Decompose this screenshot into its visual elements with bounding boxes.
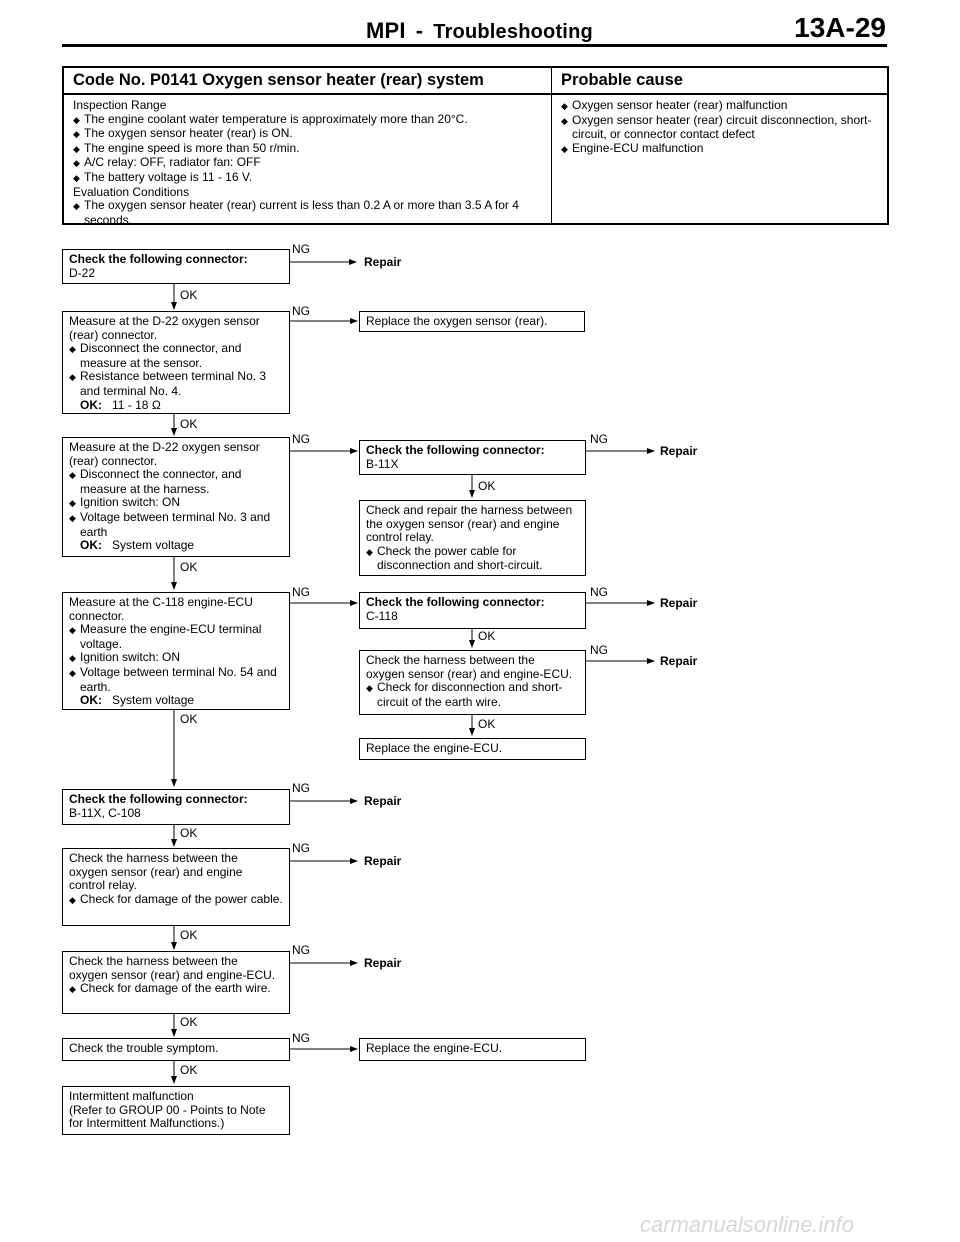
step-text: B-11X, C-108: [69, 805, 141, 820]
step-line: (rear) connector.: [69, 453, 158, 468]
inspection-item: ◆ The engine speed is more than 50 r/min.: [73, 142, 542, 157]
step-title: Check the following connector:: [69, 252, 248, 266]
step-title: Check the following connector:: [366, 595, 545, 609]
evaluation-item: ◆ The oxygen sensor heater (rear) current is less than 0.2 A or more than 3.5 A for 4 seconds.: [73, 199, 542, 227]
ok-criterion-label: OK:: [80, 538, 102, 553]
step-bullet: ◆ Check the power cable for disconnection and short-circuit.: [366, 545, 579, 573]
ok-label: OK: [180, 288, 198, 302]
ng-label: NG: [292, 432, 310, 446]
step-check-harness-ecu: [359, 650, 586, 715]
step-bullet: ◆ Resistance between terminal No. 3 and terminal No. 4.: [69, 370, 283, 398]
step-text: B-11X: [366, 456, 399, 471]
step-bullet: ◆ Check for disconnection and short-circuit of the earth wire.: [366, 681, 579, 709]
title-dash: -: [415, 18, 424, 43]
step-bullet: ◆ Measure the engine-ECU terminal voltage.: [69, 623, 283, 651]
step-line: for Intermittent Malfunctions.): [69, 1116, 225, 1131]
section-name: MPI: [366, 18, 406, 43]
step-measure-voltage-harness: [62, 437, 290, 557]
ok-criterion-value: System voltage: [112, 693, 195, 708]
repair-label: Repair: [660, 654, 698, 668]
step-line: Measure at the D-22 oxygen sensor: [69, 314, 260, 328]
code-header: Code No. P0141 Oxygen sensor heater (rear) system: [64, 68, 551, 95]
step-line: Measure at the D-22 oxygen sensor: [69, 440, 260, 454]
step-intermittent-malfunction: [62, 1086, 290, 1135]
step-title: Check the following connector:: [366, 443, 545, 457]
ok-label: OK: [180, 826, 198, 840]
step-check-connector-b11x: [359, 440, 586, 475]
step-line: Check the harness between the: [366, 653, 535, 667]
step-check-earth-wire: [62, 951, 290, 1014]
repair-label: Repair: [364, 255, 402, 269]
cause-item: ◆ Engine-ECU malfunction: [561, 142, 878, 157]
step-replace-sensor: Replace the oxygen sensor (rear).: [359, 311, 585, 332]
step-replace-ecu-final: Replace the engine-ECU.: [359, 1038, 586, 1061]
step-line: Check the harness between the: [69, 954, 238, 968]
step-line: Check and repair the harness between: [366, 503, 573, 517]
step-line: oxygen sensor (rear) and engine: [69, 864, 243, 879]
step-line: (Refer to GROUP 00 - Points to Note: [69, 1102, 266, 1117]
step-repair-harness-relay: [359, 500, 586, 576]
step-check-connectors-b11x-c108: [62, 789, 290, 825]
step-bullet: ◆ Check for damage of the power cable.: [69, 893, 283, 908]
step-text: D-22: [69, 265, 96, 280]
watermark: carmanualsonline.info: [640, 1212, 855, 1237]
step-line: oxygen sensor (rear) and engine-ECU.: [69, 967, 276, 982]
step-check-connector-d22: [62, 249, 290, 284]
step-line: control relay.: [69, 878, 137, 893]
ok-label: OK: [180, 1063, 198, 1077]
step-bullet: ◆ Ignition switch: ON: [69, 496, 283, 511]
step-line: oxygen sensor (rear) and engine-ECU.: [366, 666, 573, 681]
step-title: Check the following connector:: [69, 792, 248, 806]
ng-label: NG: [292, 943, 310, 957]
ng-label: NG: [292, 841, 310, 855]
step-bullet: ◆ Voltage between terminal No. 54 and earth.: [69, 666, 283, 694]
repair-label: Repair: [660, 596, 698, 610]
step-line: Intermittent malfunction: [69, 1089, 194, 1103]
ng-label: NG: [590, 432, 608, 446]
step-line: Check the harness between the: [69, 851, 238, 865]
repair-label: Repair: [364, 956, 402, 970]
step-measure-resistance: [62, 311, 290, 414]
step-bullet: ◆ Disconnect the connector, and measure at the harness.: [69, 468, 283, 496]
ng-label: NG: [292, 304, 310, 318]
ok-label: OK: [478, 717, 496, 731]
ok-criterion: [69, 399, 283, 413]
ok-criterion-value: 11 - 18 Ω: [112, 397, 161, 412]
step-check-trouble-symptom: Check the trouble symptom.: [62, 1038, 290, 1061]
ok-label: OK: [180, 712, 198, 726]
step-check-power-cable: [62, 848, 290, 926]
cause-header: Probable cause: [552, 68, 887, 95]
step-line: control relay.: [366, 530, 434, 545]
ok-criterion: [69, 539, 283, 553]
step-bullet: ◆ Voltage between terminal No. 3 and earth: [69, 511, 283, 539]
ok-label: OK: [180, 1015, 198, 1029]
ng-label: NG: [292, 1031, 310, 1045]
inspection-range-label: Inspection Range: [73, 98, 167, 112]
evaluation-label: Evaluation Conditions: [73, 184, 190, 199]
ok-label: OK: [478, 479, 496, 493]
ok-label: OK: [180, 560, 198, 574]
step-line: connector.: [69, 608, 125, 623]
step-bullet: ◆ Ignition switch: ON: [69, 651, 283, 666]
page-number: 13A-29: [794, 12, 886, 43]
repair-label: Repair: [364, 794, 402, 808]
step-replace-ecu: Replace the engine-ECU.: [359, 738, 586, 760]
inspection-item: ◆ A/C relay: OFF, radiator fan: OFF: [73, 156, 542, 171]
step-line: Measure at the C-118 engine-ECU: [69, 595, 253, 609]
ok-criterion-value: System voltage: [112, 538, 195, 553]
ng-label: NG: [590, 643, 608, 657]
ng-label: NG: [292, 242, 310, 256]
inspection-item: ◆ The engine coolant water temperature is approximately more than 20°C.: [73, 113, 542, 128]
section-subtitle: Troubleshooting: [433, 21, 593, 43]
cause-item: ◆ Oxygen sensor heater (rear) circuit disconnection, short-circuit, or connector contact defect: [561, 114, 878, 142]
repair-label: Repair: [364, 854, 402, 868]
inspection-item: ◆ The battery voltage is 11 - 16 V.: [73, 171, 542, 186]
ng-label: NG: [590, 585, 608, 599]
ok-criterion-label: OK:: [80, 397, 102, 412]
step-text: C-118: [366, 608, 398, 623]
inspection-item: ◆ The oxygen sensor heater (rear) is ON.: [73, 127, 542, 142]
ng-label: NG: [292, 781, 310, 795]
step-check-connector-c118: [359, 592, 586, 629]
ng-label: NG: [292, 585, 310, 599]
ok-label: OK: [180, 928, 198, 942]
step-bullet: ◆ Check for damage of the earth wire.: [69, 982, 283, 997]
ok-label: OK: [180, 417, 198, 431]
cause-item: ◆ Oxygen sensor heater (rear) malfunction: [561, 99, 878, 114]
step-measure-ecu-voltage: [62, 592, 290, 710]
step-bullet: ◆ Disconnect the connector, and measure at the sensor.: [69, 342, 283, 370]
repair-label: Repair: [660, 444, 698, 458]
step-line: (rear) connector.: [69, 327, 158, 342]
ok-label: OK: [478, 629, 496, 643]
ok-criterion: [69, 694, 283, 708]
ok-criterion-label: OK:: [80, 693, 102, 708]
step-line: the oxygen sensor (rear) and engine: [366, 516, 560, 531]
